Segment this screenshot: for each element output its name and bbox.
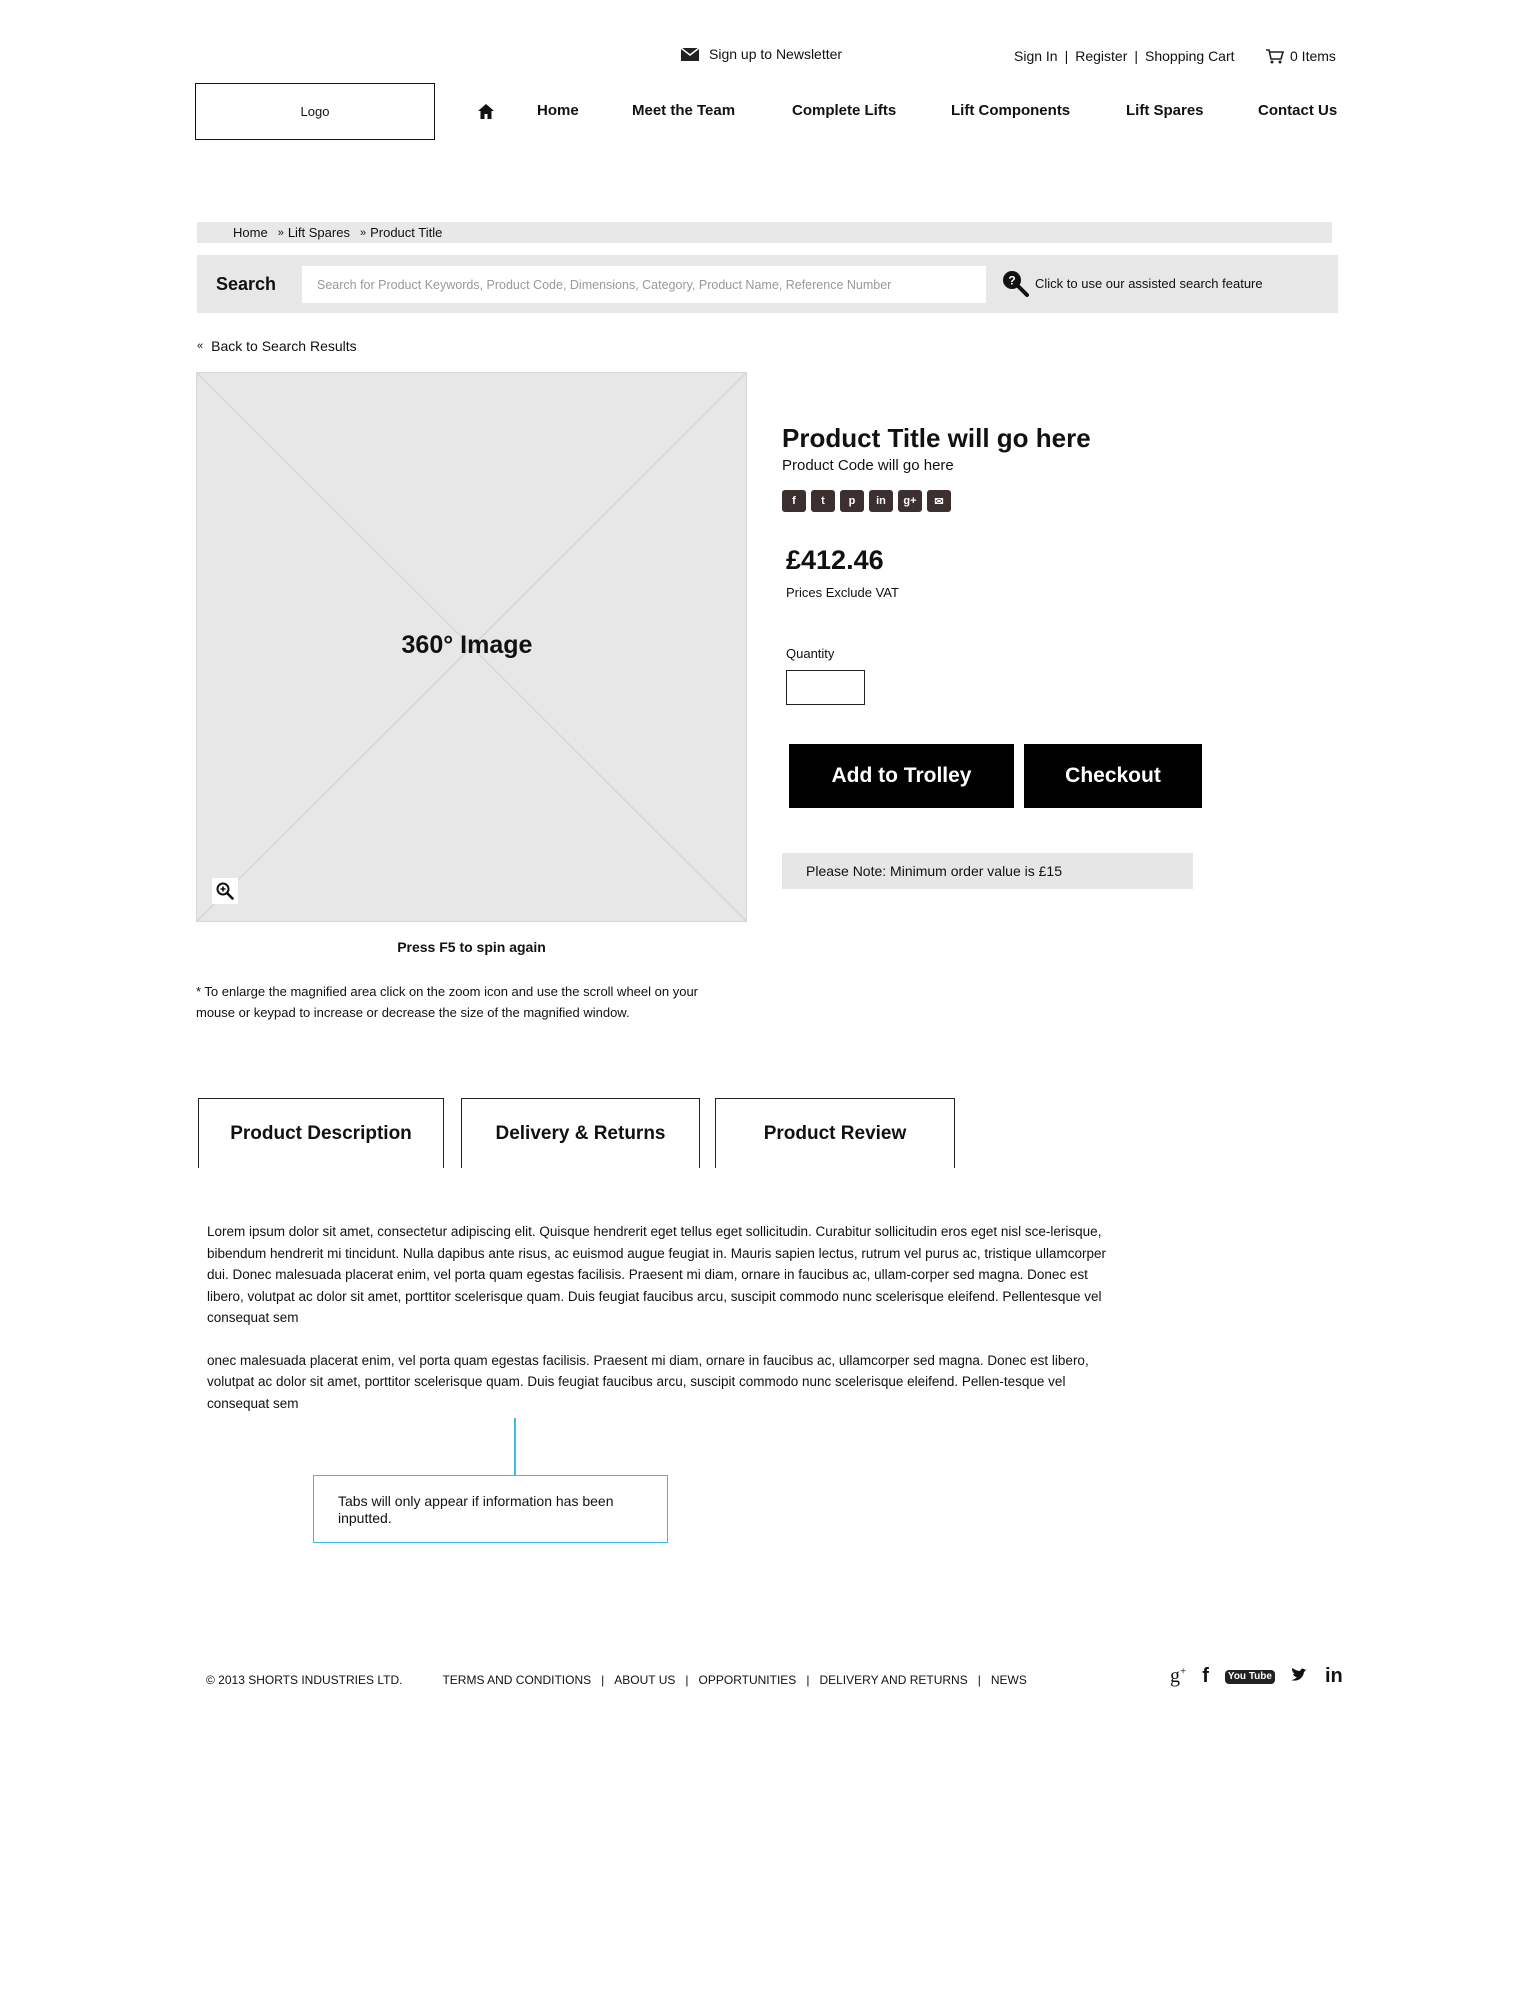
help-search-icon — [1001, 269, 1029, 297]
footer-social — [1170, 1665, 1343, 1688]
breadcrumb-lift-spares[interactable]: Lift Spares — [287, 225, 350, 240]
logo-label: Logo — [300, 104, 330, 119]
divider: | — [1064, 48, 1069, 64]
add-to-trolley-button[interactable]: Add to Trolley — [789, 744, 1014, 808]
google-plus-icon[interactable]: g+ — [898, 490, 922, 512]
double-chevron-left-icon: « — [197, 340, 204, 352]
zoom-icon[interactable] — [212, 878, 238, 904]
tab-label: Delivery & Returns — [495, 1122, 666, 1144]
product-code: Product Code will go here — [782, 457, 954, 474]
footer-link-about[interactable]: ABOUT US — [614, 1673, 676, 1687]
minimum-order-note — [782, 853, 1193, 889]
cart-icon — [1266, 49, 1284, 64]
image-caption: 360° Image — [401, 631, 533, 659]
main-nav — [478, 102, 1348, 122]
pinterest-icon[interactable]: p — [840, 490, 864, 512]
footer-links — [442, 1673, 1026, 1687]
search-label: Search — [216, 274, 277, 294]
divider: | — [685, 1673, 689, 1687]
tab-label: Product Description — [230, 1122, 412, 1144]
breadcrumb — [197, 222, 1332, 243]
google-plus-icon[interactable]: g+ — [1170, 1665, 1187, 1687]
search-input[interactable] — [302, 266, 986, 303]
twitter-icon[interactable] — [1291, 1665, 1309, 1688]
linkedin-icon[interactable]: in — [869, 490, 893, 512]
logo[interactable] — [195, 83, 435, 140]
nav-complete-lifts[interactable]: Complete Lifts — [792, 102, 897, 119]
product-description — [207, 1221, 1107, 1435]
tab-product-review[interactable] — [715, 1098, 955, 1168]
spin-note: Press F5 to spin again — [397, 939, 546, 955]
home-icon[interactable] — [478, 104, 494, 123]
copyright: © 2013 SHORTS INDUSTRIES LTD. — [206, 1673, 403, 1687]
footer — [206, 1673, 1027, 1687]
register-link[interactable]: Register — [1075, 48, 1128, 64]
share-icons — [782, 490, 951, 512]
footer-link-news[interactable]: NEWS — [990, 1673, 1027, 1687]
product-360-image[interactable] — [196, 372, 747, 922]
nav-home[interactable]: Home — [537, 102, 579, 119]
footer-link-opportunities[interactable]: OPPORTUNITIES — [698, 1673, 797, 1687]
account-links — [1014, 48, 1235, 64]
facebook-icon[interactable]: f — [1202, 1665, 1209, 1687]
nav-meet-the-team[interactable]: Meet the Team — [632, 102, 736, 119]
newsletter-link[interactable] — [681, 46, 842, 62]
youtube-icon[interactable]: You Tube — [1225, 1670, 1275, 1684]
cart-items-count: 0 Items — [1290, 48, 1336, 64]
tab-product-description[interactable] — [198, 1098, 444, 1168]
breadcrumb-current: Product Title — [370, 225, 443, 240]
description-paragraph: Lorem ipsum dolor sit amet, consectetur adipiscing elit. Quisque hendrerit eget tellus eget sollicitudin. Curabitur sollicitudin eros eget nisl sce-lerisque, bibendum hendrerit mi tincidunt. Nulla dapibus ante risus, ac euismod augue feugiat in. Mauris sapien lectus, rutrum vel purus ac, tristique ullamcorper dui. Donec malesuada placerat enim, vel porta quam egestas facilisis. Praesent mi diam, ornare in faucibus ac, ullam-corper sed magna. Donec est libero, volutpat ac dolor sit amet, porttitor scelerisque quam. Duis feugiat faucibus arcu, suscipit commodo nunc scelerisque eleifend. Pellentesque vel consequat sem — [207, 1224, 1106, 1325]
quantity-input[interactable] — [786, 670, 865, 705]
facebook-icon[interactable]: f — [782, 490, 806, 512]
divider: | — [977, 1673, 981, 1687]
minimum-order-text: Please Note: Minimum order value is £15 — [806, 863, 1063, 879]
back-label: Back to Search Results — [211, 338, 357, 354]
email-icon[interactable]: ✉ — [927, 490, 951, 512]
back-to-results-link[interactable] — [197, 338, 357, 354]
divider: | — [601, 1673, 605, 1687]
footer-link-terms[interactable]: TERMS AND CONDITIONS — [442, 1673, 592, 1687]
zoom-instructions: * To enlarge the magnified area click on the zoom icon and use the scroll wheel on your mouse or keypad to increase or decrease the size of the magnified window. — [196, 984, 698, 1020]
annotation-text: Tabs will only appear if information has been inputted. — [338, 1493, 614, 1526]
assisted-search-link[interactable] — [1001, 269, 1263, 297]
nav-lift-components[interactable]: Lift Components — [951, 102, 1071, 119]
nav-lift-spares[interactable]: Lift Spares — [1126, 102, 1204, 119]
annotation-note — [313, 1475, 668, 1543]
product-price: £412.46 — [786, 545, 884, 575]
search-bar — [197, 255, 1338, 313]
checkout-button[interactable]: Checkout — [1024, 744, 1202, 808]
twitter-icon[interactable]: t — [811, 490, 835, 512]
divider: | — [1134, 48, 1139, 64]
chevron-right-icon: » — [359, 226, 367, 239]
description-paragraph: onec malesuada placerat enim, vel porta quam egestas facilisis. Praesent mi diam, ornare in faucibus ac, ullamcorper sed magna. Donec est libero, volutpat ac dolor sit amet, porttitor scelerisque quam. Duis feugiat faucibus arcu, suscipit commodo nunc scelerisque eleifend. Pellen-tesque vel consequat sem — [207, 1352, 1089, 1411]
quantity-label: Quantity — [786, 646, 835, 661]
nav-contact-us[interactable]: Contact Us — [1258, 102, 1338, 119]
tab-delivery-returns[interactable] — [461, 1098, 700, 1168]
footer-link-delivery[interactable]: DELIVERY AND RETURNS — [819, 1673, 968, 1687]
svg-text:?: ? — [1008, 273, 1016, 288]
linkedin-icon[interactable]: in — [1324, 1665, 1343, 1687]
product-title: Product Title will go here — [782, 423, 1091, 453]
breadcrumb-home[interactable]: Home — [233, 225, 268, 240]
divider: | — [806, 1673, 810, 1687]
annotation-connector — [514, 1418, 516, 1475]
cart-summary[interactable] — [1266, 48, 1336, 64]
assisted-search-label: Click to use our assisted search feature — [1035, 275, 1263, 291]
shopping-cart-link[interactable]: Shopping Cart — [1145, 48, 1235, 64]
sign-in-link[interactable]: Sign In — [1014, 48, 1058, 64]
tab-label: Product Review — [763, 1122, 907, 1144]
vat-note: Prices Exclude VAT — [786, 585, 899, 600]
chevron-right-icon: » — [277, 226, 284, 239]
newsletter-label: Sign up to Newsletter — [709, 46, 843, 62]
envelope-icon — [681, 48, 699, 61]
